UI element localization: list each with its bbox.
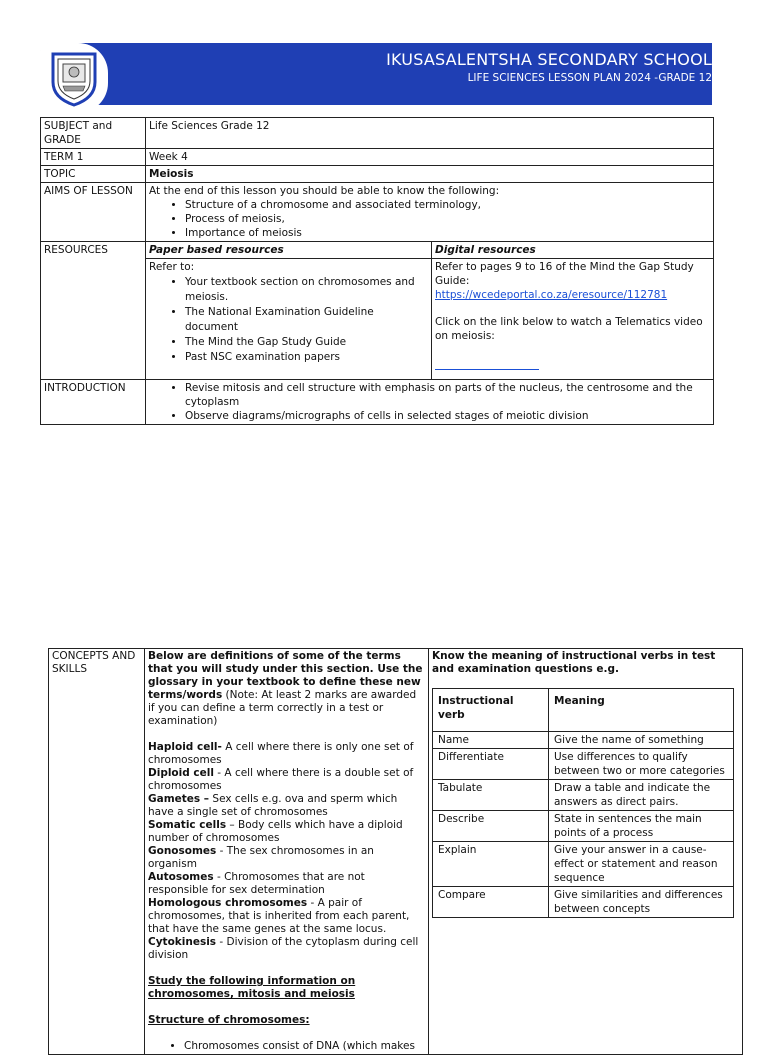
- concepts-table: [48, 648, 743, 1055]
- definitions-cell: [145, 649, 429, 1055]
- school-logo: [40, 43, 108, 113]
- topic-value: Meiosis: [146, 166, 714, 183]
- definition-term: Gametes –: [148, 793, 210, 805]
- paper-heading: Paper based resources: [146, 242, 432, 259]
- lesson-plan-table: [40, 117, 714, 425]
- paper-resources: [146, 259, 432, 380]
- definition-term: Diploid cell: [148, 767, 214, 779]
- eresource-link[interactable]: https://wcedeportal.co.za/eresource/112781: [435, 289, 668, 301]
- aims-label: AIMS OF LESSON: [41, 183, 146, 242]
- topic-label: TOPIC: [41, 166, 146, 183]
- verb-meaning: Give similarities and differences between concepts: [549, 887, 734, 918]
- aims-item: • Structure of a chromosome and associated terminology,: [185, 198, 710, 212]
- definition-term: Haploid cell-: [148, 741, 222, 753]
- introduction-item: • Revise mitosis and cell structure with emphasis on parts of the nucleus, the centrosome and the cytoplasm: [185, 381, 710, 409]
- verb-name: Name: [433, 732, 549, 749]
- plan-title: LIFE SCIENCES LESSON PLAN 2024 -GRADE 12: [467, 72, 712, 84]
- term-row: [41, 149, 714, 166]
- verb-name: Explain: [433, 842, 549, 887]
- aims-list: [149, 198, 710, 240]
- meaning-header: Meaning: [549, 689, 734, 732]
- structure-heading: Structure of chromosomes:: [148, 1014, 310, 1026]
- paper-item: • Past NSC examination papers: [185, 350, 428, 365]
- paper-item: • The National Examination Guideline document: [185, 305, 428, 335]
- definition-text: - Division of the cytoplasm during cell division: [148, 936, 419, 961]
- definition-text: - A cell where there is a double set of chromosomes: [148, 767, 414, 792]
- definition: [148, 741, 425, 767]
- verb-name: Compare: [433, 887, 549, 918]
- introduction-row: [41, 380, 714, 425]
- definitions-intro: [148, 650, 425, 728]
- aims-item: • Process of meiosis,: [185, 212, 710, 226]
- verb-row: [433, 732, 734, 749]
- resources-header-row: [41, 242, 714, 259]
- definition-term: Gonosomes: [148, 845, 217, 857]
- digital-text-1: Refer to pages 9 to 16 of the Mind the Gap Study Guide:: [435, 261, 694, 287]
- digital-heading: Digital resources: [432, 242, 714, 259]
- digital-text-2: Click on the link below to watch a Telematics video on meiosis:: [435, 316, 703, 342]
- school-crest-icon: [45, 48, 103, 108]
- concepts-label: CONCEPTS AND SKILLS: [49, 649, 145, 1055]
- introduction-item: • Observe diagrams/micrographs of cells in selected stages of meiotic division: [185, 409, 710, 423]
- definition-term: Homologous chromosomes: [148, 897, 308, 909]
- definition: [148, 845, 425, 871]
- definition: [148, 767, 425, 793]
- verb-row: [433, 780, 734, 811]
- resources-label: RESOURCES: [41, 242, 146, 380]
- definitions-intro-bold: Below are definitions of some of the terms that you will study under this section. Use the glossary in your textbook to define these new terms/words: [148, 650, 423, 701]
- verb-meaning: Give the name of something: [549, 732, 734, 749]
- verbs-intro: Know the meaning of instructional verbs in test and examination questions e.g.: [432, 650, 716, 675]
- aims-cell: [146, 183, 714, 242]
- introduction-label: INTRODUCTION: [41, 380, 146, 425]
- study-heading: Study the following information on chromosomes, mitosis and meiosis: [148, 975, 356, 1000]
- subject-row: [41, 118, 714, 149]
- subject-value: Life Sciences Grade 12: [146, 118, 714, 149]
- definition-text: - The sex chromosomes in an organism: [148, 845, 374, 870]
- topic-row: [41, 166, 714, 183]
- definition-text: A cell where there is only one set of chromosomes: [148, 741, 414, 766]
- subject-label: SUBJECT and GRADE: [41, 118, 146, 149]
- paper-item: • The Mind the Gap Study Guide: [185, 335, 428, 350]
- aims-item: • Importance of meiosis: [185, 226, 710, 240]
- verb-row: [433, 842, 734, 887]
- paper-list: [149, 275, 428, 365]
- verb-meaning: Give your answer in a cause-effect or statement and reason sequence: [549, 842, 734, 887]
- verb-name: Differentiate: [433, 749, 549, 780]
- verb-meaning: Draw a table and indicate the answers as direct pairs.: [549, 780, 734, 811]
- definition-text: Sex cells e.g. ova and sperm which have a single set of chromosomes: [148, 793, 398, 818]
- definition: [148, 793, 425, 819]
- concepts-row: [49, 649, 743, 1055]
- definition-term: Somatic cells: [148, 819, 227, 831]
- definition-text: – Body cells which have a diploid number of chromosomes: [148, 819, 403, 844]
- verbs-cell: [429, 649, 743, 1055]
- verb-header: Instructional verb: [433, 689, 549, 732]
- verb-row: [433, 749, 734, 780]
- definition: [148, 871, 425, 897]
- verb-name: Tabulate: [433, 780, 549, 811]
- definition-term: Autosomes: [148, 871, 214, 883]
- introduction-list: [149, 381, 710, 423]
- structure-list: [148, 1040, 425, 1053]
- verb-row: [433, 811, 734, 842]
- definition: [148, 897, 425, 936]
- verbs-header-row: [433, 689, 734, 732]
- verb-row: [433, 887, 734, 918]
- paper-intro: Refer to:: [149, 261, 195, 273]
- definition: [148, 819, 425, 845]
- structure-item: • Chromosomes consist of DNA (which makes: [184, 1040, 425, 1053]
- definition-term: Cytokinesis: [148, 936, 217, 948]
- aims-intro: At the end of this lesson you should be able to know the following:: [149, 185, 500, 197]
- definition: [148, 936, 425, 962]
- term-label: TERM 1: [41, 149, 146, 166]
- aims-row: [41, 183, 714, 242]
- instructional-verbs-table: [432, 688, 734, 918]
- term-value: Week 4: [146, 149, 714, 166]
- verb-name: Describe: [433, 811, 549, 842]
- school-name: IKUSASALENTSHA SECONDARY SCHOOL: [386, 50, 712, 69]
- digital-resources: [432, 259, 714, 380]
- definition-text: - A pair of chromosomes, that is inherited from each parent, that have the same genes at the same locus.: [148, 897, 410, 935]
- definitions-intro-note: (Note: At least 2 marks are awarded if you can define a term correctly in a test or examination): [148, 689, 417, 727]
- paper-item: • Your textbook section on chromosomes and meiosis.: [185, 275, 428, 305]
- verb-meaning: Use differences to qualify between two or more categories: [549, 749, 734, 780]
- introduction-cell: [146, 380, 714, 425]
- verb-meaning: State in sentences the main points of a process: [549, 811, 734, 842]
- definition-text: - Chromosomes that are not responsible for sex determination: [148, 871, 365, 896]
- video-link[interactable]: [435, 356, 539, 370]
